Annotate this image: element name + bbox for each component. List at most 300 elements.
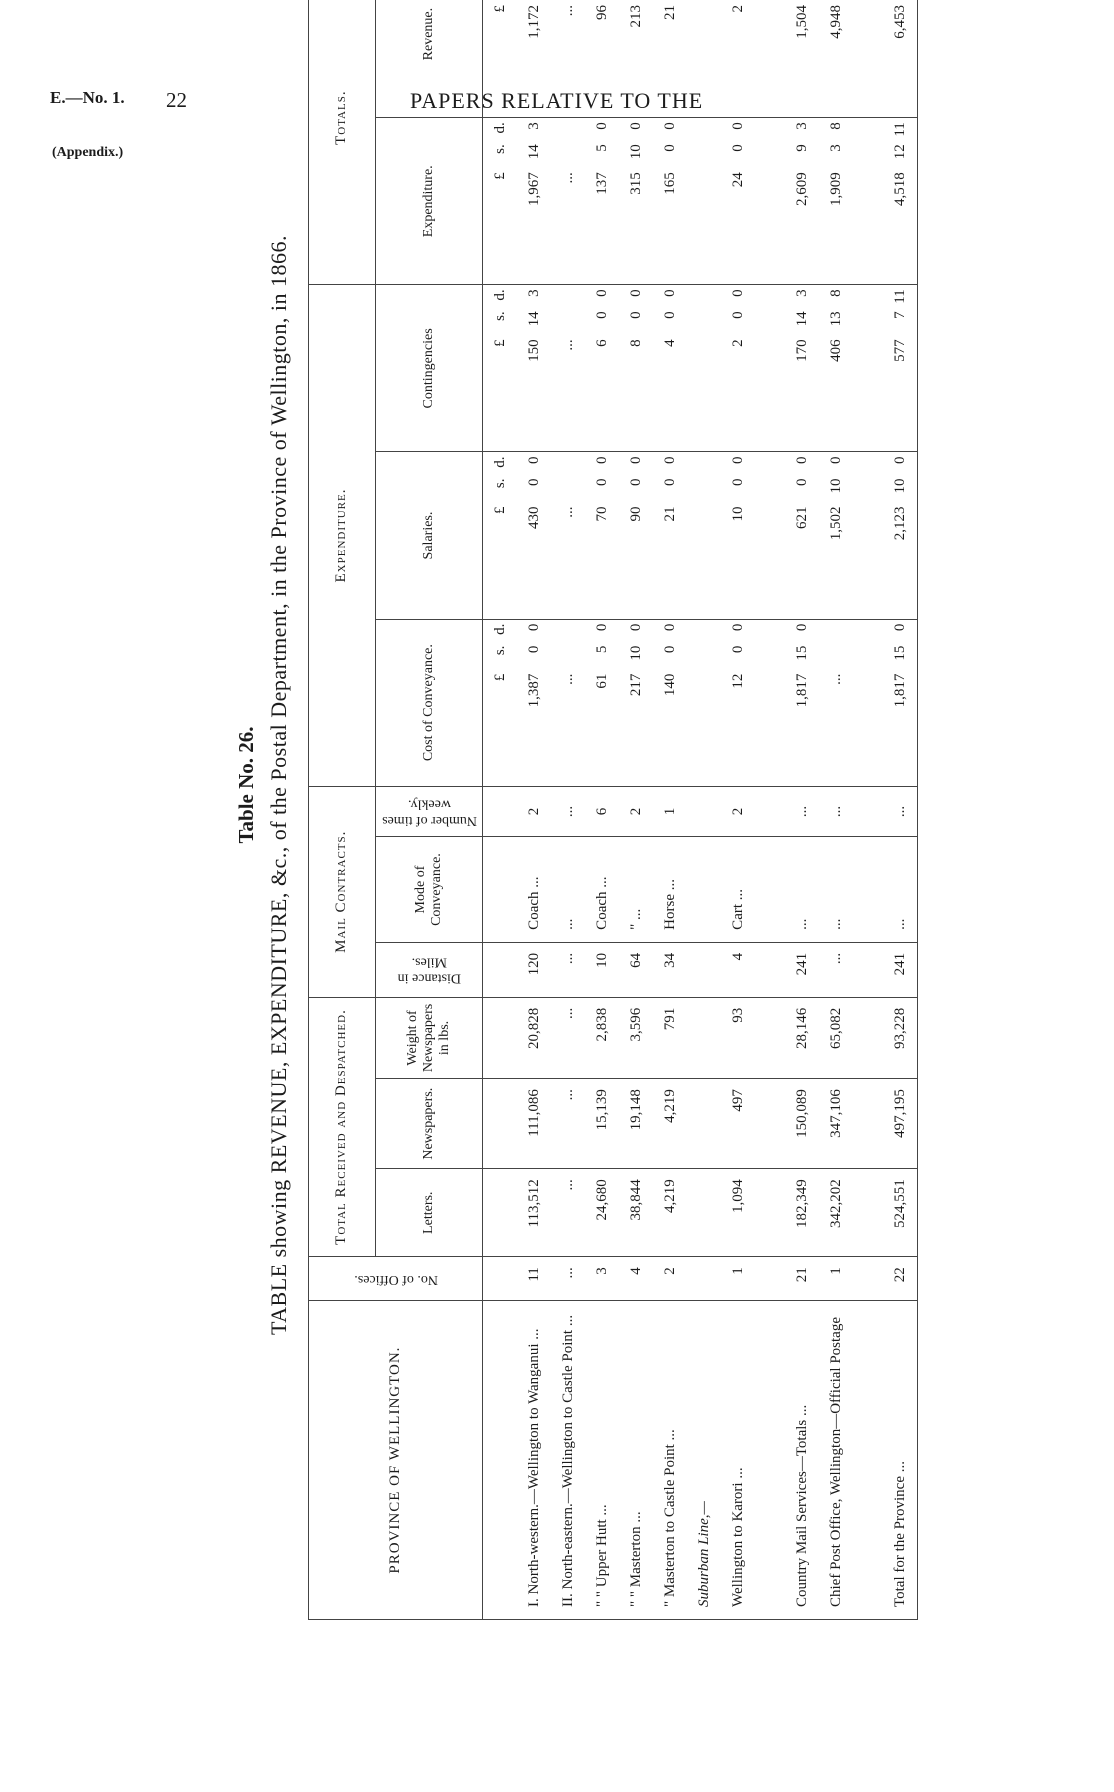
mode-header: Mode of Conveyance. xyxy=(376,837,483,943)
cell-newspapers: 111,086 xyxy=(517,1079,551,1169)
cell-newspapers: 497 xyxy=(721,1079,755,1169)
amount-shillings: 0 xyxy=(627,311,644,319)
amount-pounds: 1,502 xyxy=(827,506,844,541)
amount-pounds: 61 xyxy=(593,673,610,689)
amount-pounds: 90 xyxy=(627,506,644,522)
cell-cost xyxy=(585,619,619,786)
amount-shillings xyxy=(560,311,577,339)
amount-pounds: 2,123 xyxy=(891,506,908,541)
amount-pence: 0 xyxy=(661,623,678,632)
cell-letters: 24,680 xyxy=(585,1169,619,1257)
amount-pence xyxy=(560,122,577,144)
page-number: 22 xyxy=(166,88,187,112)
amount-shillings xyxy=(560,478,577,506)
amount-shillings xyxy=(560,144,577,172)
table-row xyxy=(551,0,585,1620)
cell-contingencies xyxy=(585,285,619,452)
amount-shillings: 5 xyxy=(593,645,610,654)
cell-salaries xyxy=(883,452,918,619)
row-label: I. North-western.—Wellington to Wanganui ... xyxy=(525,1328,542,1607)
table-label: Table No. 26. xyxy=(234,726,258,844)
amount-pence: 0 xyxy=(661,289,678,297)
revenue-header: Revenue. xyxy=(376,0,483,118)
amount-pounds: 10 xyxy=(729,506,746,522)
amount-pence: 0 xyxy=(729,623,746,632)
amount-pence xyxy=(828,624,845,646)
cell-cost xyxy=(721,619,755,786)
amount-pence: 3 xyxy=(793,289,810,297)
cell-mode: ... xyxy=(819,837,853,943)
unit-shilling: s. xyxy=(491,645,508,656)
distance-header: Distance in Miles. xyxy=(376,942,483,997)
cell-contingencies xyxy=(721,285,755,452)
amount-shillings: 14 xyxy=(793,311,810,327)
row-label: " " Upper Hutt ... xyxy=(593,1504,610,1607)
appendix-marker: (Appendix.) xyxy=(52,145,124,160)
cell-times: 2 xyxy=(517,786,551,837)
cell-mode: Coach ... xyxy=(517,837,551,943)
amount-pence: 3 xyxy=(525,122,542,130)
amount-pence: 8 xyxy=(827,122,844,130)
totals-group-header: Totals. xyxy=(309,0,376,285)
amount-shillings xyxy=(794,0,811,5)
amount-shillings: 0 xyxy=(661,311,678,319)
amount-pounds: 1,817 xyxy=(891,673,908,708)
cell-revenue xyxy=(619,0,653,118)
unit-shilling: s. xyxy=(491,478,508,489)
running-title: PAPERS RELATIVE TO THE xyxy=(410,88,704,113)
cell-salaries xyxy=(517,452,551,619)
cell-expenditure xyxy=(883,118,918,285)
amount-shillings: 0 xyxy=(593,478,610,486)
unit-pound: £ xyxy=(491,172,508,180)
amount-pounds: 213 xyxy=(627,5,644,28)
cell-salaries xyxy=(687,452,721,619)
postal-revenue-table xyxy=(308,0,918,1620)
cell-cost xyxy=(883,619,918,786)
cell-mode: " ... xyxy=(619,837,653,943)
cell-expenditure xyxy=(721,118,755,285)
amount-pence: 11 xyxy=(891,289,908,304)
amount-pounds: 170 xyxy=(793,339,810,362)
total-expenditure-header: Expenditure. xyxy=(376,118,483,285)
row-label: Wellington to Karori ... xyxy=(729,1467,746,1607)
cell-letters: ... xyxy=(551,1169,585,1257)
cell-revenue xyxy=(721,0,755,118)
document-reference: E.—No. 1. xyxy=(50,88,125,107)
cell-expenditure xyxy=(819,118,853,285)
amount-shillings xyxy=(560,646,577,674)
amount-pounds: 21 xyxy=(661,506,678,522)
expenditure-group-header: Expenditure. xyxy=(309,285,376,786)
amount-pounds: 21 xyxy=(661,5,678,20)
amount-pounds: ... xyxy=(559,172,576,184)
cell-newspapers: 19,148 xyxy=(619,1079,653,1169)
amount-shillings xyxy=(594,0,611,5)
cell-expenditure xyxy=(687,118,721,285)
amount-pounds: 8 xyxy=(627,339,644,347)
cell-weight: 2,838 xyxy=(585,997,619,1078)
cell-distance: ... xyxy=(819,942,853,997)
amount-shillings xyxy=(828,646,845,674)
unit-shilling: s. xyxy=(491,311,508,321)
cell-times: ... xyxy=(785,786,819,837)
cell-letters xyxy=(687,1169,721,1257)
cell-expenditure xyxy=(653,118,687,285)
cell-distance: 34 xyxy=(653,942,687,997)
unit-pound: £ xyxy=(491,5,508,13)
cell-times: ... xyxy=(883,786,918,837)
cell-contingencies xyxy=(517,285,551,452)
amount-pence: 0 xyxy=(593,623,610,632)
amount-pence: 3 xyxy=(793,122,810,130)
cell-salaries xyxy=(653,452,687,619)
amount-shillings: 15 xyxy=(891,645,908,661)
amount-pounds: 1,172 xyxy=(525,5,542,39)
cell-expenditure xyxy=(585,118,619,285)
cell-letters: 113,512 xyxy=(517,1169,551,1257)
cell-letters: 524,551 xyxy=(883,1169,918,1257)
amount-pence xyxy=(560,289,577,311)
cell-offices: 2 xyxy=(653,1257,687,1301)
unit-pence: d. xyxy=(491,623,508,635)
amount-pounds: 1,817 xyxy=(793,673,810,708)
cell-expenditure xyxy=(517,118,551,285)
cell-weight: 93,228 xyxy=(883,997,918,1078)
cell-weight: 3,596 xyxy=(619,997,653,1078)
unit-pence: d. xyxy=(491,289,508,301)
amount-pence: 11 xyxy=(891,122,908,137)
unit-shilling xyxy=(492,0,509,5)
unit-pound: £ xyxy=(491,506,508,514)
amount-pounds: 150 xyxy=(525,339,542,362)
cell-salaries xyxy=(585,452,619,619)
table-row xyxy=(853,0,883,1620)
unit-pence: d. xyxy=(491,456,508,468)
unit-pence: d. xyxy=(491,122,508,134)
cell-offices: 22 xyxy=(883,1257,918,1301)
amount-shillings xyxy=(526,0,543,5)
amount-shillings: 14 xyxy=(525,311,542,327)
cell-newspapers: 4,219 xyxy=(653,1079,687,1169)
cell-expenditure xyxy=(619,118,653,285)
cell-times: 6 xyxy=(585,786,619,837)
amount-shillings: 0 xyxy=(525,645,542,654)
amount-pence: 0 xyxy=(729,456,746,464)
cell-letters: 342,202 xyxy=(819,1169,853,1257)
received-group-header: Total Received and Despatched. xyxy=(309,997,376,1256)
table-title: TABLE showing REVENUE, EXPENDITURE, &c., of the Postal Department, in the Province of Wellington, in 1866. xyxy=(266,234,291,1336)
amount-pence: 0 xyxy=(525,456,542,464)
unit-shilling: s. xyxy=(491,144,508,154)
table-row xyxy=(721,0,755,1620)
amount-pence: 8 xyxy=(827,289,844,297)
cell-times: 2 xyxy=(721,786,755,837)
cell-cost xyxy=(785,619,819,786)
cell-newspapers: 497,195 xyxy=(883,1079,918,1169)
cell-revenue xyxy=(819,0,853,118)
amount-pence: 0 xyxy=(827,456,844,464)
cell-weight: 791 xyxy=(653,997,687,1078)
amount-pounds: 2 xyxy=(729,5,746,13)
amount-pounds: ... xyxy=(559,339,576,351)
amount-shillings: 0 xyxy=(729,311,746,319)
cell-distance: 4 xyxy=(721,942,755,997)
table-row xyxy=(585,0,619,1620)
cell-newspapers: ... xyxy=(551,1079,585,1169)
amount-pounds: 2 xyxy=(729,339,746,347)
cell-weight: 65,082 xyxy=(819,997,853,1078)
cell-cost xyxy=(517,619,551,786)
cell-offices: 4 xyxy=(619,1257,653,1301)
amount-shillings: 5 xyxy=(593,144,610,152)
cell-mode: Cart ... xyxy=(721,837,755,943)
cell-letters: 38,844 xyxy=(619,1169,653,1257)
weight-header: Weight of Newspapers in lbs. xyxy=(376,997,483,1078)
cell-mode xyxy=(687,837,721,943)
cell-contingencies xyxy=(687,285,721,452)
amount-pence: 0 xyxy=(793,623,810,632)
amount-shillings xyxy=(560,0,577,5)
row-label: Total for the Province ... xyxy=(891,1461,908,1607)
row-label: II. North-eastern.—Wellington to Castle Point ... xyxy=(559,1314,576,1607)
contingencies-header: Contingencies xyxy=(376,285,483,452)
cell-newspapers: 150,089 xyxy=(785,1079,819,1169)
amount-pounds: ... xyxy=(827,673,844,685)
cell-mode: ... xyxy=(883,837,918,943)
amount-pounds: 430 xyxy=(525,506,542,529)
amount-pounds: 70 xyxy=(593,506,610,522)
amount-shillings: 0 xyxy=(593,311,610,319)
cell-mode: Coach ... xyxy=(585,837,619,943)
amount-pounds: 1,909 xyxy=(827,172,844,206)
cell-times: ... xyxy=(551,786,585,837)
cell-weight xyxy=(687,997,721,1078)
amount-pounds: 621 xyxy=(793,506,810,529)
cell-times: 2 xyxy=(619,786,653,837)
amount-shillings: 0 xyxy=(627,478,644,486)
amount-shillings: 10 xyxy=(891,478,908,494)
cell-contingencies xyxy=(785,285,819,452)
amount-pounds: 406 xyxy=(827,339,844,362)
amount-pounds: 6 xyxy=(593,339,610,347)
cell-salaries xyxy=(819,452,853,619)
amount-pounds: 1,967 xyxy=(525,172,542,206)
amount-pence xyxy=(560,624,577,646)
table-row xyxy=(619,0,653,1620)
amount-pounds: 4 xyxy=(661,339,678,347)
table-row xyxy=(755,0,785,1620)
cell-weight: 28,146 xyxy=(785,997,819,1078)
cell-offices: 21 xyxy=(785,1257,819,1301)
table-row xyxy=(517,0,551,1620)
cell-times: ... xyxy=(819,786,853,837)
cell-expenditure xyxy=(551,118,585,285)
cell-contingencies xyxy=(819,285,853,452)
amount-pounds: ... xyxy=(559,5,576,17)
times-weekly-header: Number of times weekly. xyxy=(376,786,483,837)
row-label: " Masterton to Castle Point ... xyxy=(661,1429,678,1607)
cell-weight: 20,828 xyxy=(517,997,551,1078)
amount-pence: 0 xyxy=(627,289,644,297)
amount-pounds: 140 xyxy=(661,673,678,697)
cell-offices: 11 xyxy=(517,1257,551,1301)
amount-pence: 0 xyxy=(729,289,746,297)
cell-revenue xyxy=(883,0,918,118)
cell-expenditure xyxy=(785,118,819,285)
amount-shillings: 0 xyxy=(661,645,678,654)
amount-pence: 0 xyxy=(593,289,610,297)
salaries-header: Salaries. xyxy=(376,452,483,619)
cell-revenue xyxy=(653,0,687,118)
amount-pence: 0 xyxy=(891,623,908,632)
amount-pounds: ... xyxy=(559,673,576,685)
amount-pence: 0 xyxy=(627,456,644,464)
amount-pounds: 1,504 xyxy=(793,5,810,39)
amount-pounds: 4,948 xyxy=(827,5,844,39)
table-wrapper xyxy=(308,0,998,1620)
amount-pence: 0 xyxy=(793,456,810,464)
amount-shillings: 0 xyxy=(661,144,678,152)
offices-header: No. of Offices. xyxy=(309,1257,483,1301)
amount-shillings: 0 xyxy=(793,478,810,486)
amount-shillings: 0 xyxy=(729,645,746,654)
amount-pounds: 577 xyxy=(891,339,908,362)
cell-revenue xyxy=(687,0,721,118)
table-row xyxy=(785,0,819,1620)
amount-pence: 0 xyxy=(661,456,678,464)
amount-pounds: 6,453 xyxy=(891,5,908,39)
cell-offices: 1 xyxy=(819,1257,853,1301)
rotated-table-block xyxy=(226,0,1006,1620)
newspapers-header: Newspapers. xyxy=(376,1079,483,1169)
row-label: " " Masterton ... xyxy=(627,1511,644,1607)
cell-distance xyxy=(687,942,721,997)
cell-distance: 241 xyxy=(785,942,819,997)
amount-pence: 0 xyxy=(525,623,542,632)
table-row xyxy=(653,0,687,1620)
amount-pounds: 4,518 xyxy=(891,172,908,206)
amount-pounds: 315 xyxy=(627,172,644,195)
cell-revenue xyxy=(785,0,819,118)
amount-shillings: 0 xyxy=(525,478,542,486)
cell-letters: 4,219 xyxy=(653,1169,687,1257)
amount-shillings: 0 xyxy=(729,144,746,152)
amount-shillings: 10 xyxy=(627,144,644,160)
cell-contingencies xyxy=(619,285,653,452)
cell-newspapers xyxy=(687,1079,721,1169)
amount-shillings: 10 xyxy=(827,478,844,494)
cell-offices: ... xyxy=(551,1257,585,1301)
cell-contingencies xyxy=(551,285,585,452)
cell-weight: 93 xyxy=(721,997,755,1078)
amount-pounds: ... xyxy=(559,506,576,518)
amount-shillings xyxy=(828,0,845,5)
cell-mode: ... xyxy=(551,837,585,943)
amount-pence: 0 xyxy=(729,122,746,130)
amount-pounds: 165 xyxy=(661,172,678,195)
amount-pence: 0 xyxy=(593,122,610,130)
cell-letters: 182,349 xyxy=(785,1169,819,1257)
cell-mode: Horse ... xyxy=(653,837,687,943)
amount-pounds: 96 xyxy=(593,5,610,20)
cell-contingencies xyxy=(883,285,918,452)
cell-distance: 120 xyxy=(517,942,551,997)
cell-distance: 10 xyxy=(585,942,619,997)
cell-revenue xyxy=(585,0,619,118)
cell-cost xyxy=(619,619,653,786)
amount-pounds: 12 xyxy=(729,673,746,689)
cell-salaries xyxy=(619,452,653,619)
row-label: Country Mail Services—Totals ... xyxy=(793,1404,810,1607)
letters-header: Letters. xyxy=(376,1169,483,1257)
cell-mode: ... xyxy=(785,837,819,943)
amount-pence: 0 xyxy=(661,122,678,130)
amount-pounds: 1,387 xyxy=(525,673,542,708)
cell-contingencies xyxy=(653,285,687,452)
amount-shillings: 7 xyxy=(891,311,908,319)
table-row xyxy=(687,0,721,1620)
cell-salaries xyxy=(785,452,819,619)
cell-distance: 64 xyxy=(619,942,653,997)
amount-pence: 0 xyxy=(593,456,610,464)
cell-times: 1 xyxy=(653,786,687,837)
cell-cost xyxy=(653,619,687,786)
amount-shillings xyxy=(730,0,747,5)
cell-times xyxy=(687,786,721,837)
cell-newspapers: 15,139 xyxy=(585,1079,619,1169)
table-row xyxy=(883,0,918,1620)
cell-offices xyxy=(687,1257,721,1301)
cell-distance: ... xyxy=(551,942,585,997)
contracts-group-header: Mail Contracts. xyxy=(309,786,376,997)
amount-pounds: 2,609 xyxy=(793,172,810,206)
units-row xyxy=(483,0,518,1620)
amount-shillings: 10 xyxy=(627,645,644,661)
amount-pounds: 24 xyxy=(729,172,746,188)
amount-pence: 3 xyxy=(525,289,542,297)
cell-newspapers: 347,106 xyxy=(819,1079,853,1169)
amount-pence: 0 xyxy=(627,122,644,130)
amount-shillings: 0 xyxy=(661,478,678,486)
amount-shillings xyxy=(892,0,909,5)
province-header: PROVINCE OF WELLINGTON. xyxy=(309,1301,483,1620)
cell-cost xyxy=(819,619,853,786)
cell-salaries xyxy=(721,452,755,619)
amount-shillings: 0 xyxy=(729,478,746,486)
amount-shillings xyxy=(662,0,679,5)
cell-offices: 1 xyxy=(721,1257,755,1301)
cell-distance: 241 xyxy=(883,942,918,997)
amount-pounds: 137 xyxy=(593,172,610,195)
amount-pence: 0 xyxy=(891,456,908,464)
cell-weight: ... xyxy=(551,997,585,1078)
table-row xyxy=(819,0,853,1620)
unit-pound: £ xyxy=(491,339,508,347)
cell-letters: 1,094 xyxy=(721,1169,755,1257)
cost-header: Cost of Conveyance. xyxy=(376,619,483,786)
amount-pounds: 217 xyxy=(627,673,644,697)
amount-shillings: 9 xyxy=(793,144,810,152)
cell-cost xyxy=(687,619,721,786)
cell-offices: 3 xyxy=(585,1257,619,1301)
amount-pence: 0 xyxy=(627,623,644,632)
amount-shillings: 3 xyxy=(827,144,844,152)
amount-shillings xyxy=(628,0,645,5)
amount-shillings: 13 xyxy=(827,311,844,327)
cell-salaries xyxy=(551,452,585,619)
cell-revenue xyxy=(551,0,585,118)
